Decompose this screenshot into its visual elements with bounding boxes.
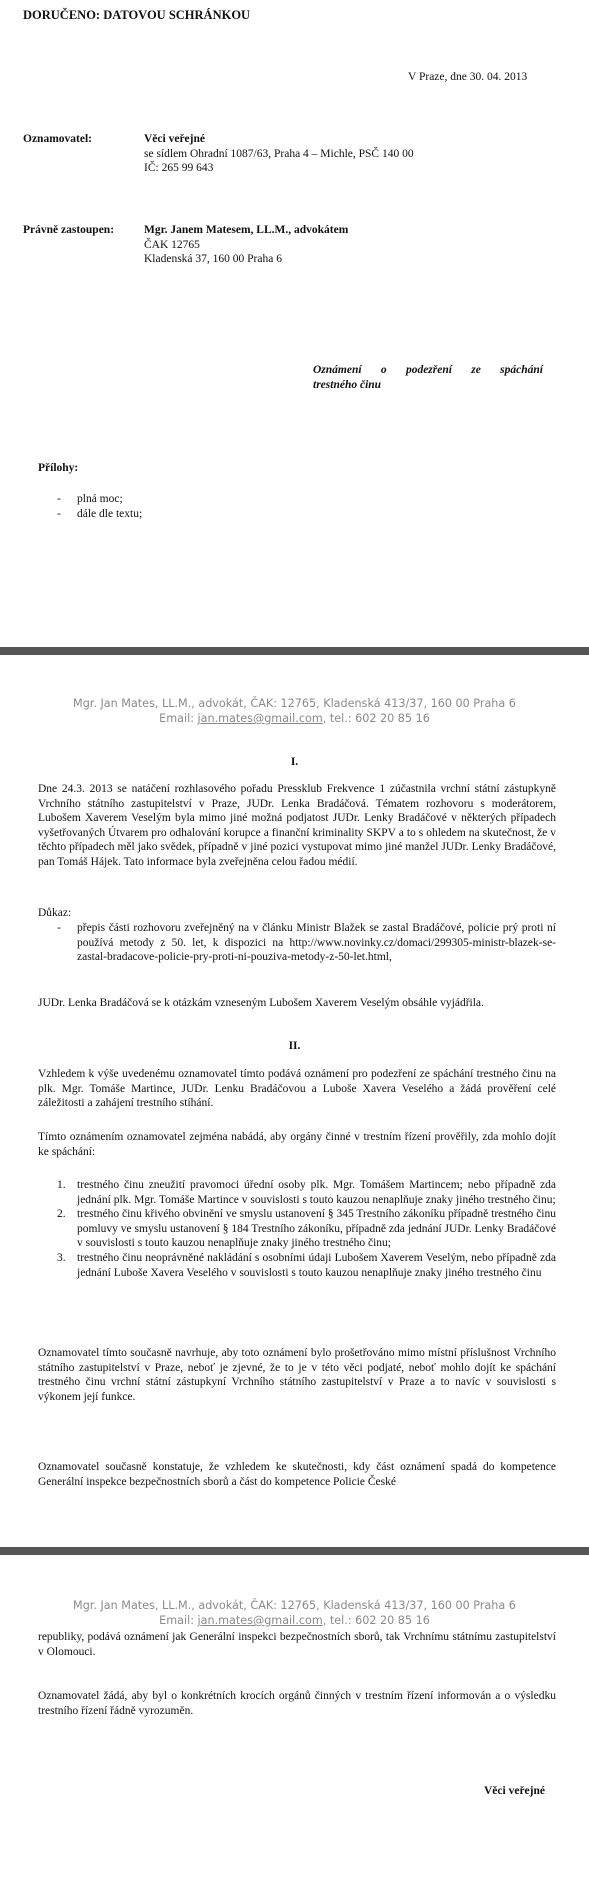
- representative-block: [144, 223, 348, 267]
- paragraph-jurisdiction: Oznamovatel tímto současně navrhuje, aby toto oznámení bylo prošetřováno mimo místní příslušnost Vrchního státního zastupitelství v Praze, neboť je zjevné, že to je v této věci podjaté, neboť mohlo dojít ke spáchání trestného činu vrchní státní zástupkyní Vrchního státního zastupitelství v Praze a to navíc v souvislosti s výkonem její funkce.: [38, 1347, 556, 1403]
- evidence-label: Důkaz:: [38, 907, 72, 919]
- letterhead-line: Mgr. Jan Mates, LL.M., advokát, ČAK: 12765, Kladenská 413/37, 160 00 Praha 6: [73, 1599, 516, 1612]
- letterhead-line: Mgr. Jan Mates, LL.M., advokát, ČAK: 12765, Kladenská 413/37, 160 00 Praha 6: [73, 697, 516, 710]
- email-link[interactable]: jan.mates@gmail.com: [197, 712, 323, 725]
- letterhead-contact: [0, 711, 589, 726]
- paragraph-complaint: Vzhledem k výše uvedenému oznamovatel tímto podává oznámení pro podezření ze spáchání trestného činu na plk. Mgr. Tomáše Martince, JUDr. Lenku Bradáčovou a Luboše Xavera Veselého a žádá prověření celé záležitosti a zahájení trestního stíhání.: [38, 1068, 556, 1110]
- representative-address: Kladenská 37, 160 00 Praha 6: [144, 253, 282, 266]
- representative-name: Mgr. Janem Matesem, LL.M., advokátem: [144, 224, 349, 236]
- offense-item: 3. trestného činu neoprávněné nakládání s osobními údaji Lubošem Xaverem Veselým, nebo případně zda jednání Luboše Xavera Veselého v souvislosti s touto kauzou nenaplňuje znaky jiného trestného činu: [57, 1251, 556, 1279]
- subject-line-2: trestného činu: [313, 379, 382, 391]
- paragraph-intro: Dne 24.3. 2013 se natáčení rozhlasového pořadu Pressklub Frekvence 1 zúčastnila vrchní státní zástupkyně Vrchního státního zastupitelství v Praze, JUDr. Lenka Bradáčová. Tématem rozhovoru s moderátorem, Lubošem Xaverem Veselým byla mimo jiné možná podjatost JUDr. Lenky Bradáčové v některých případech vyšetřovaných Útvarem pro odhalování korupce a finanční kriminality SKPV a to s ohledem na skutečnost, že v těchto případech měl jako svědek, případně v jiné pozici vystupovat mimo jiné manžel JUDr. Lenky Bradáčové, pan Tomáš Hájek. Tato informace byla zveřejněna celou řadou médií.: [38, 783, 556, 868]
- offense-item: 2. trestného činu křivého obvinění ve smyslu ustanovení § 345 Trestního zákoníku případně trestného činu pomluvy ve smyslu ustanovení § 184 Trestního zákoníku, případně zda jednání JUDr. Lenky Bradáčové v souvislosti s touto kauzou nenaplňuje znaky jiného trestného činu;: [57, 1208, 556, 1250]
- attachment-item: - plná moc;: [38, 492, 338, 507]
- offense-item: 1. trestného činu zneužití pravomoci úřední osoby plk. Mgr. Tomášem Martincem; nebo případně zda jednání plk. Mgr. Tomáše Martince v souvislosti s touto kauzou nenaplňuje znaky jiného trestného činu;: [57, 1179, 556, 1206]
- notifier-ico: IČ: 265 99 643: [144, 162, 214, 175]
- offense-list: [38, 1178, 556, 1280]
- paragraph-request-info: Oznamovatel žádá, aby byl o konkrétních krocích orgánů činných v trestním řízení informován a o výsledku trestního řízení řádně vyrozuměn.: [38, 1690, 556, 1717]
- page-separator: [0, 647, 589, 655]
- date-line: V Praze, dne 30. 04. 2013: [408, 71, 528, 83]
- page-separator: [0, 1547, 589, 1555]
- signature: Věci veřejné: [484, 1785, 545, 1797]
- notifier-block: [144, 132, 414, 176]
- paragraph-republic: republiky, podává oznámení jak Generální inspekci bezpečnostních sborů, tak Vrchnímu státnímu zastupitelství v Olomouci.: [38, 1631, 556, 1658]
- evidence-item: - přepis části rozhovoru zveřejněný na v článku Ministr Blažek se zastal Bradáčové, policie prý proti ní používá metody z 50. let, k dispozici na http://www.novinky.cz/domaci/299305-ministr-blazek-se-zastal-bradacove-policie-pry-proti-ni-pouziva-metody-z-50-let.html,: [38, 921, 556, 965]
- phone-text: , tel.: 602 20 85 16: [322, 712, 430, 725]
- paragraph-reaction: JUDr. Lenka Bradáčová se k otázkám vzneseným Lubošem Xaverem Veselým obsáhle vyjádřila.: [38, 997, 484, 1009]
- paragraph-request: Tímto oznámením oznamovatel zejména nabádá, aby orgány činné v trestním řízení prověřily, zda mohlo dojít ke spáchání:: [38, 1131, 556, 1158]
- attachment-item: - dále dle textu;: [38, 507, 338, 522]
- attachments-label: Přílohy:: [38, 462, 79, 474]
- section-heading-2: II.: [288, 1040, 301, 1052]
- email-label: Email:: [159, 1614, 194, 1627]
- email-label: Email:: [159, 712, 194, 725]
- email-link[interactable]: jan.mates@gmail.com: [197, 1614, 323, 1627]
- phone-text: , tel.: 602 20 85 16: [322, 1614, 430, 1627]
- notifier-address: se sídlem Ohradní 1087/63, Praha 4 – Michle, PSČ 140 00: [144, 147, 414, 160]
- delivery-header: DORUČENO: DATOVOU SCHRÁNKOU: [23, 8, 251, 22]
- evidence-list: [38, 921, 556, 965]
- section-heading-1: I.: [290, 756, 299, 768]
- subject-line-1: Oznámení o podezření ze spáchání: [313, 364, 543, 376]
- letterhead-contact: [0, 1613, 589, 1628]
- notifier-label: Oznamovatel:: [23, 133, 92, 145]
- notifier-name: Věci veřejné: [144, 133, 205, 145]
- attachments-list: [38, 492, 338, 521]
- paragraph-competence: Oznamovatel současně konstatuje, že vzhledem ke skutečnosti, kdy část oznámení spadá do kompetence Generální inspekce bezpečnostních sborů a část do kompetence Policie České: [38, 1461, 556, 1488]
- representative-cak: ČAK 12765: [144, 238, 200, 251]
- representative-label: Právně zastoupen:: [23, 224, 115, 236]
